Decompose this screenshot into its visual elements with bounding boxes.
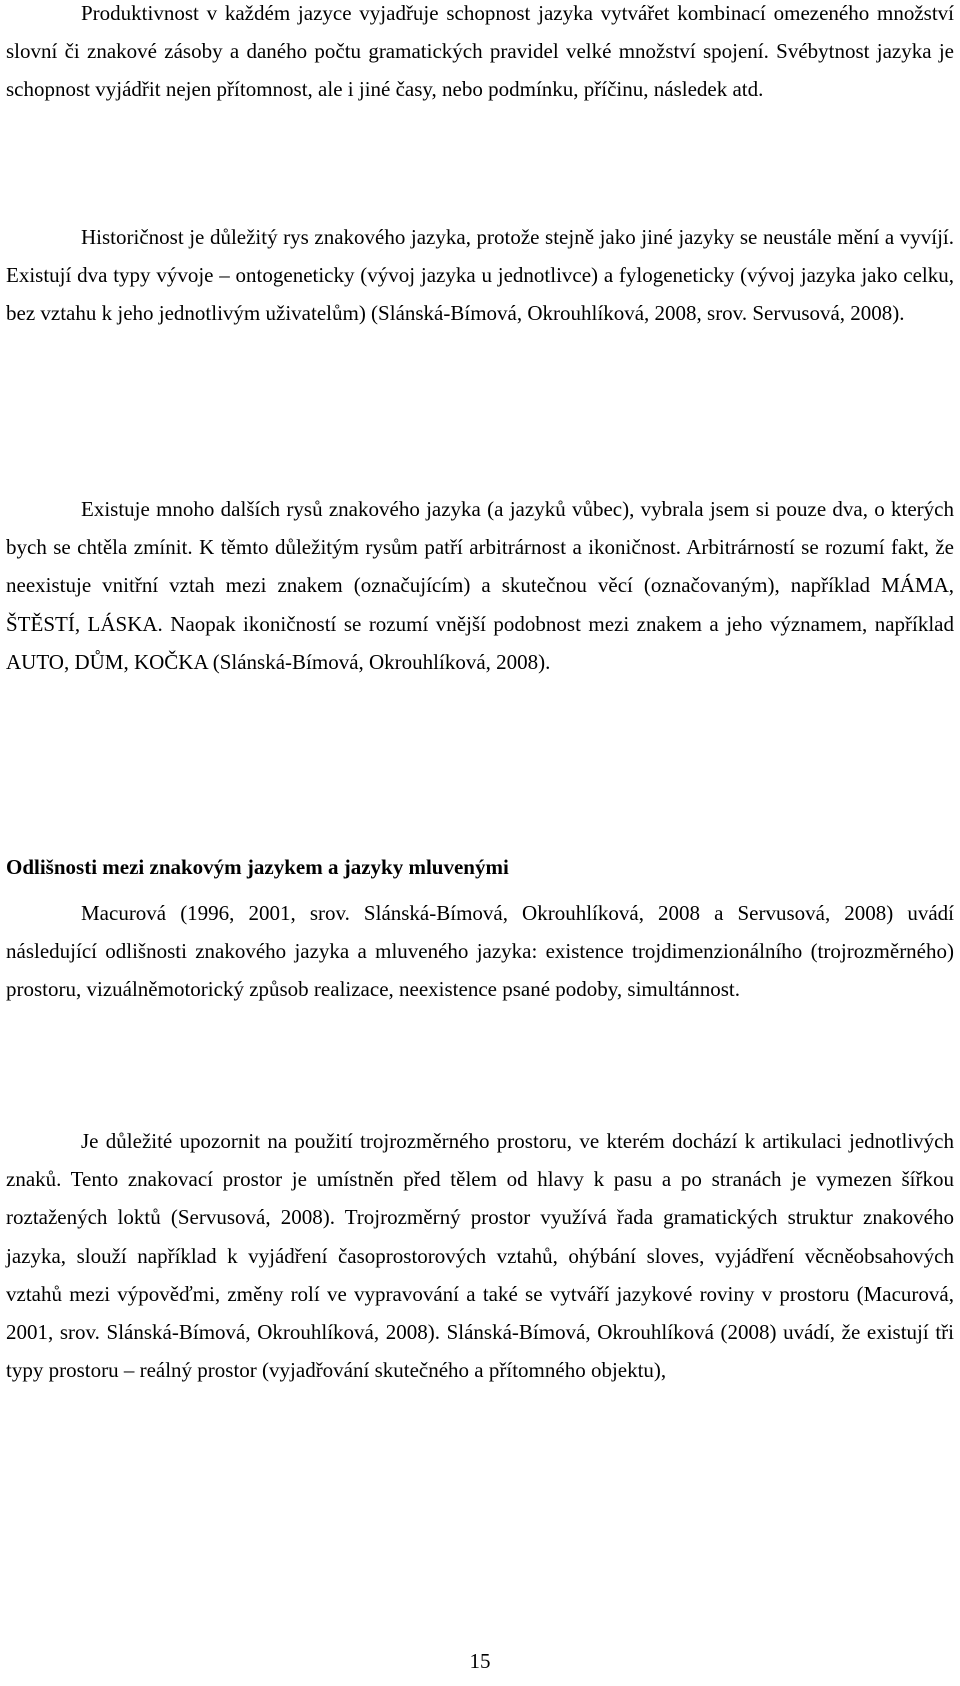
paragraph-historicity: Historičnost je důležitý rys znakového jazyka, protože stejně jako jiné jazyky se neustále mění a vyvíjí. Existují dva typy vývoje – ontogeneticky (vývoj jazyka u jednotlivce) a fylogeneticky (vývoj jazyka jako celku, bez vztahu k jeho jednotlivým uživatelům) (Slánská-Bímová, Okrouhlíková, 2008, srov. Servusová, 2008).: [6, 225, 954, 326]
paragraph-three-dimensional-space: Je důležité upozornit na použití trojrozměrného prostoru, ve kterém dochází k artikulaci jednotlivých znaků. Tento znakovací prostor je umístněn před tělem od hlavy k pasu a po stranách je vymezen šířkou roztažených loktů (Servusová, 2008). Trojrozměrný prostor využívá řada gramatických struktur znakového jazyka, slouží například k vyjádření časoprostorových vztahů, ohýbání sloves, vyjádření věcněobsahových vztahů mezi výpověďmi, změny rolí ve vypravování a také se vytváří jazykové roviny v prostoru (Macurová, 2001, srov. Slánská-Bímová, Okrouhlíková, 2008). Slánská-Bímová, Okrouhlíková (2008) uvádí, že existují tři typy prostoru – reálný prostor (vyjadřování skutečného a přítomného objektu),: [6, 1129, 954, 1383]
paragraph-differences: Macurová (1996, 2001, srov. Slánská-Bímová, Okrouhlíková, 2008 a Servusová, 2008) uvádí následující odlišnosti znakového jazyka a mluveného jazyka: existence trojdimenzionálního (trojrozměrného) prostoru, vizuálněmotorický způsob realizace, neexistence psané podoby, simultánnost.: [6, 901, 954, 1002]
paragraph-productivity: Produktivnost v každém jazyce vyjadřuje schopnost jazyka vytvářet kombinací omezeného množství slovní či znakové zásoby a daného počtu gramatických pravidel velké množství spojení. Svébytnost jazyka je schopnost vyjádřit nejen přítomnost, ale i jiné časy, nebo podmínku, příčinu, následek atd.: [6, 1, 954, 102]
paragraph-arbitrariness-iconicity: Existuje mnoho dalších rysů znakového jazyka (a jazyků vůbec), vybrala jsem si pouze dva, o kterých bych se chtěla zmínit. K těmto důležitým rysům patří arbitrárnost a ikoničnost. Arbitrárností se rozumí fakt, že neexistuje vnitřní vztah mezi znakem (označujícím) a skutečnou věcí (označovaným), například MÁMA, ŠTĚSTÍ, LÁSKA. Naopak ikoničností se rozumí vnější podobnost mezi znakem a jeho významem, například AUTO, DŮM, KOČKA (Slánská-Bímová, Okrouhlíková, 2008).: [6, 497, 954, 674]
page-number: 15: [469, 1649, 491, 1673]
section-heading: Odlišnosti mezi znakovým jazykem a jazyky mluvenými: [6, 855, 509, 879]
